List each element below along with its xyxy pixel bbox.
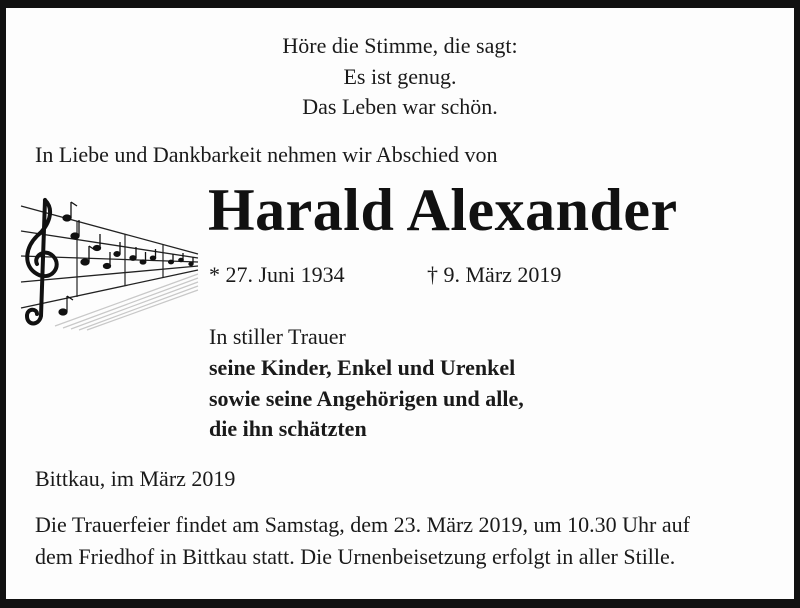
mourning-heading: In stiller Trauer xyxy=(209,324,346,349)
birth-date: * 27. Juni 1934 xyxy=(209,262,345,287)
music-staff-icon xyxy=(15,196,200,331)
place-date: Bittkau, im März 2019 xyxy=(35,466,236,491)
funeral-info-line-1: Die Trauerfeier findet am Samstag, dem 23. März 2019, um 10.30 Uhr auf xyxy=(35,512,690,537)
motto-line-2: Es ist genug. xyxy=(343,64,457,89)
deceased-name: Harald Alexander xyxy=(208,177,678,243)
intro-text: In Liebe und Dankbarkeit nehmen wir Abschied von xyxy=(35,142,498,167)
mourners-line-3: die ihn schätzten xyxy=(209,416,367,441)
funeral-info-line-2: dem Friedhof in Bittkau statt. Die Urnenbeisetzung erfolgt in aller Stille. xyxy=(35,544,676,569)
mourners-line-1: seine Kinder, Enkel und Urenkel xyxy=(209,355,516,380)
motto-line-3: Das Leben war schön. xyxy=(302,94,498,119)
motto-line-1: Höre die Stimme, die sagt: xyxy=(282,33,518,58)
mourners-line-2: sowie seine Angehörigen und alle, xyxy=(209,386,524,411)
death-date: † 9. März 2019 xyxy=(427,262,562,287)
